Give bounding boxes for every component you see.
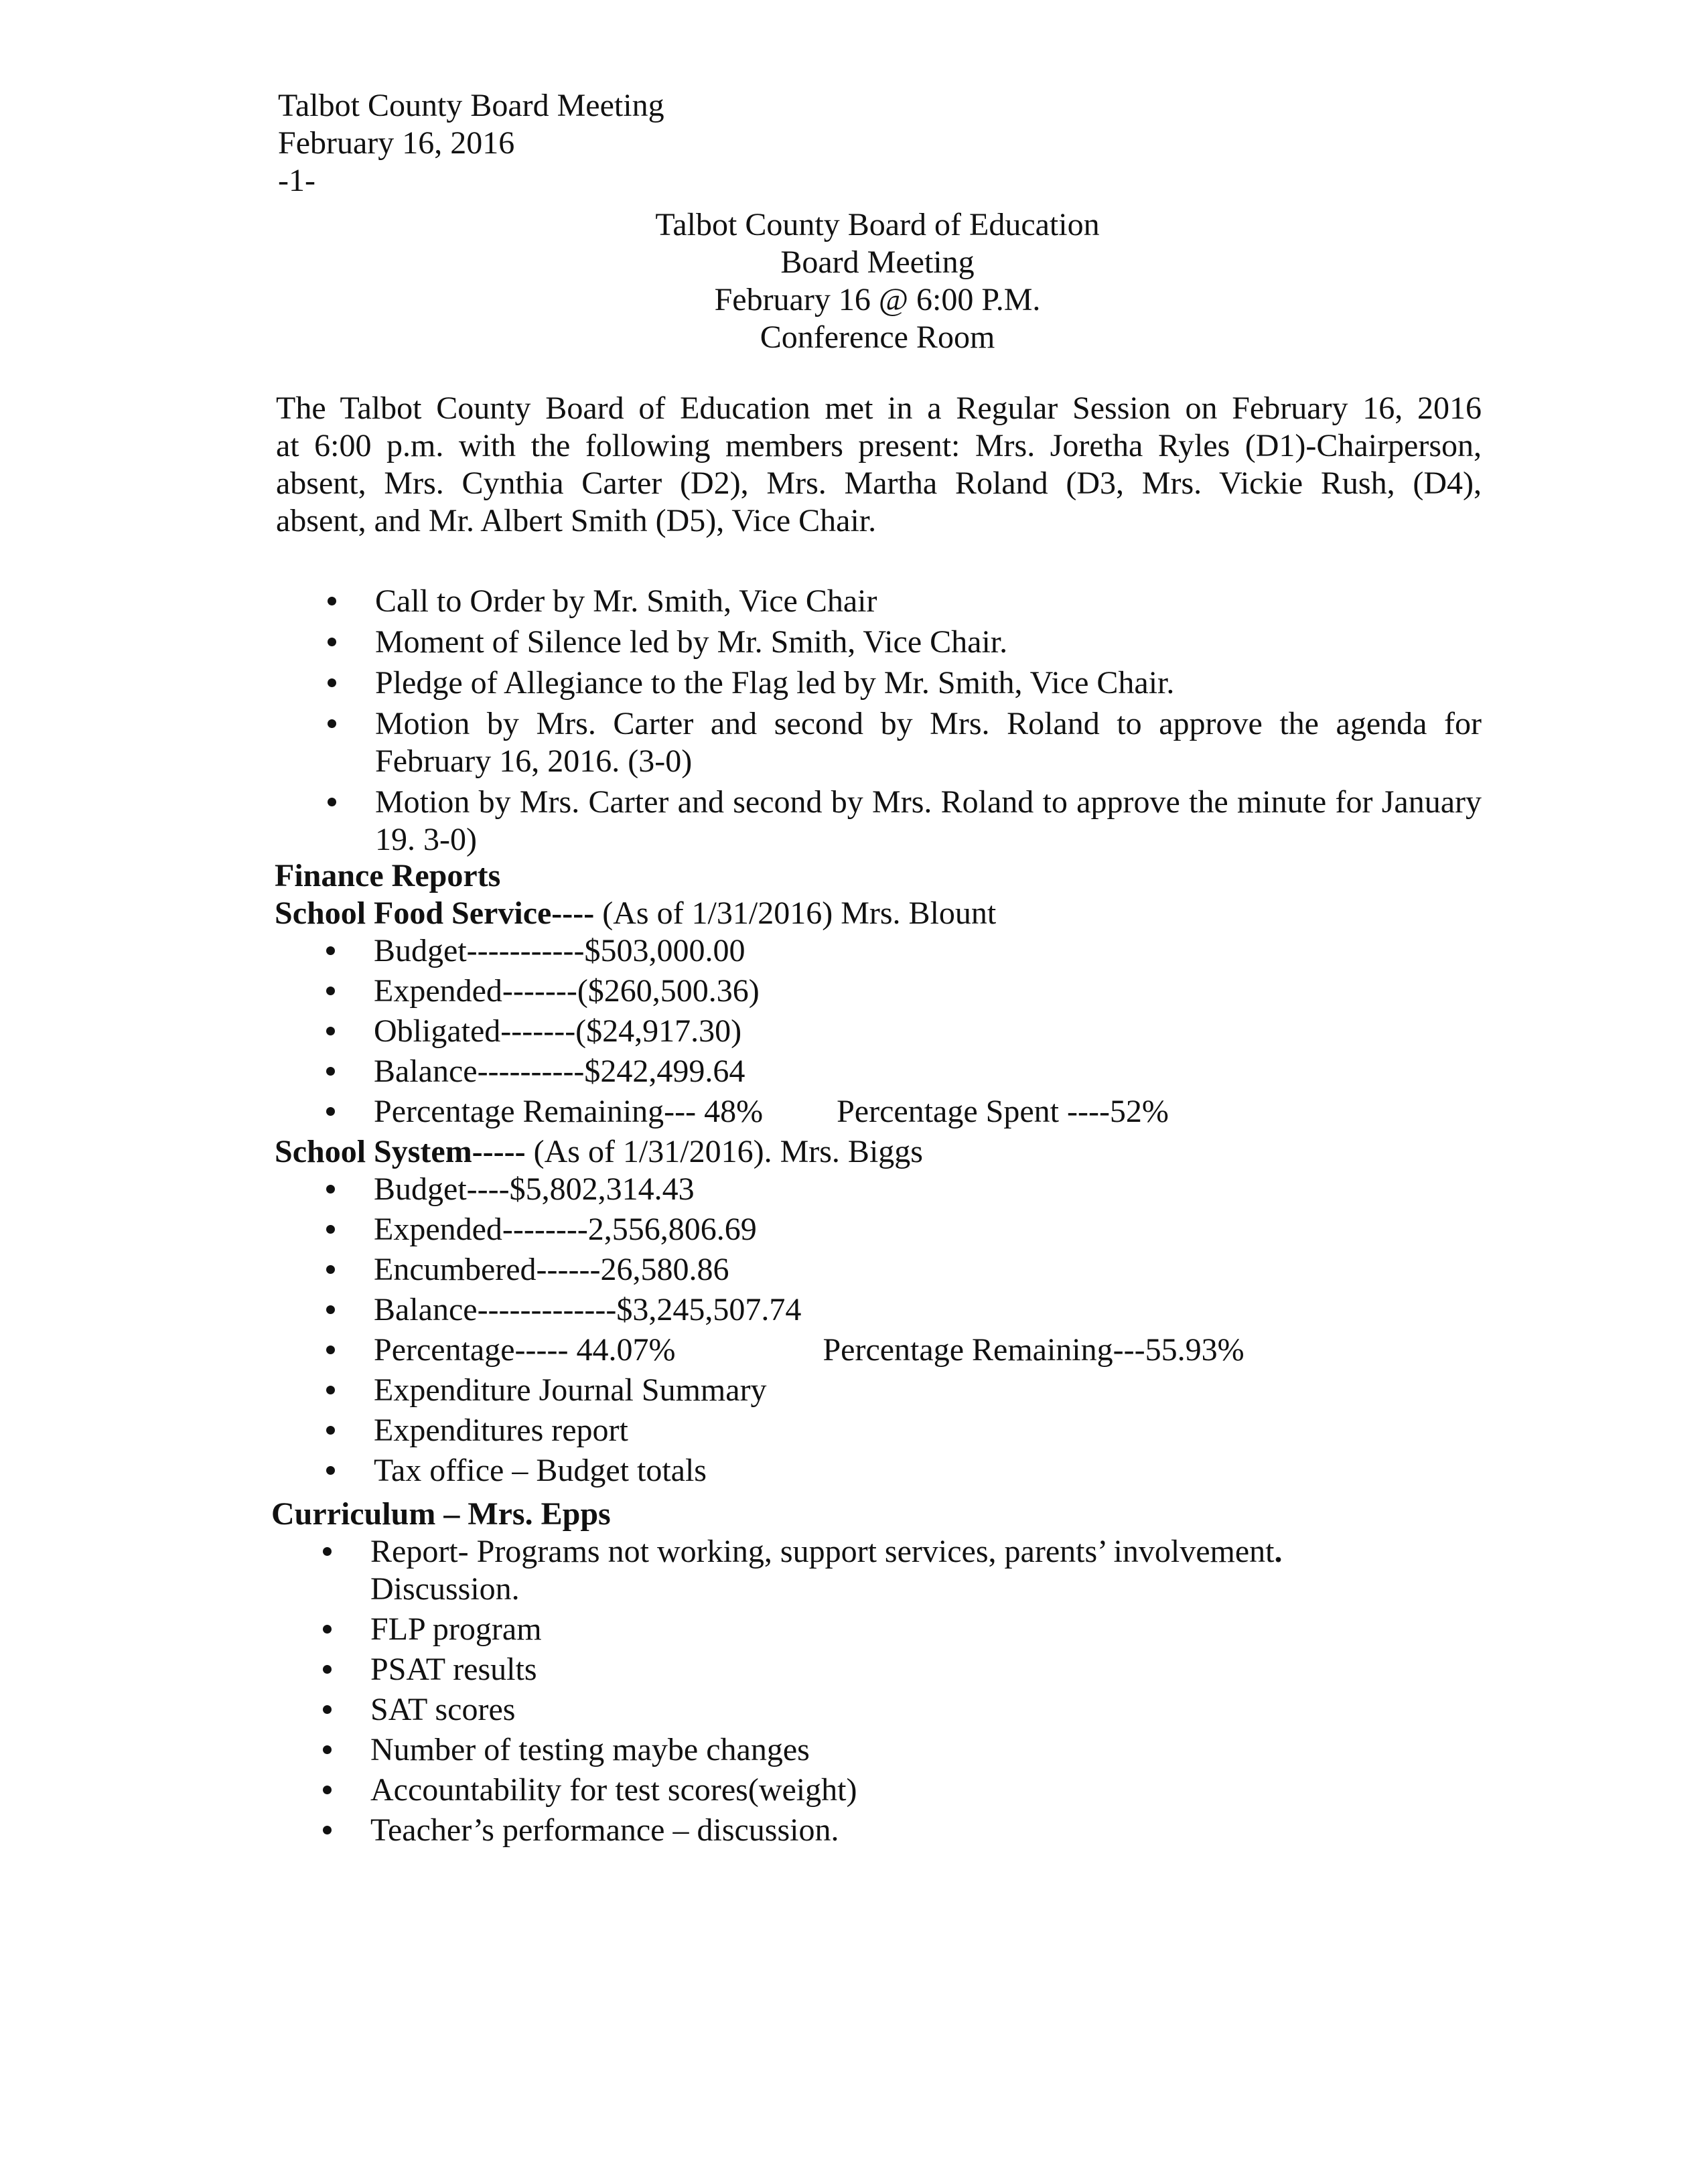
bullet-icon — [323, 1547, 332, 1556]
bullet-icon — [323, 1705, 332, 1714]
bullet-icon — [328, 638, 336, 646]
school-system-list — [275, 1171, 1480, 1490]
bullet-icon — [326, 1305, 335, 1314]
list-item: Expended--------2,556,806.69 — [275, 1211, 1480, 1248]
intro-line: absent, Mrs. Cynthia Carter (D2), Mrs. Martha Roland (D3, Mrs. Vickie Rush, (D4), — [276, 465, 1482, 501]
intro-line: The Talbot County Board of Education met in a Regular Session on February 16, 2016 — [276, 390, 1482, 426]
list-item: Balance----------$242,499.64 — [275, 1053, 1480, 1090]
bullet-icon — [326, 1426, 335, 1435]
food-service-heading — [275, 895, 1480, 932]
list-item — [275, 1093, 1480, 1131]
list-item: Pledge of Allegiance to the Flag led by Mr. Smith, Vice Chair. — [276, 664, 1482, 702]
list-item: FLP program — [271, 1611, 1477, 1648]
bullet-icon — [326, 1185, 335, 1193]
bullet-icon — [323, 1745, 332, 1754]
food-service-subtitle: (As of 1/31/2016) Mrs. Blount — [594, 895, 997, 931]
list-item: Teacher’s performance – discussion. — [271, 1812, 1477, 1849]
list-item: Motion by Mrs. Carter and second by Mrs. Roland to approve the minute for January 19. 3-0) — [276, 784, 1482, 859]
list-item: Number of testing maybe changes — [271, 1731, 1477, 1769]
school-system-subtitle: (As of 1/31/2016). Mrs. Biggs — [525, 1134, 923, 1169]
finance-heading: Finance Reports — [275, 858, 501, 893]
header-title: Talbot County Board Meeting — [278, 88, 664, 123]
bullet-icon — [326, 1386, 335, 1394]
school-system-heading — [275, 1133, 1480, 1171]
running-header — [278, 87, 664, 200]
list-item — [275, 1331, 1480, 1369]
list-item: Budget----$5,802,314.43 — [275, 1171, 1480, 1208]
bullet-icon — [323, 1665, 332, 1674]
list-item: PSAT results — [271, 1651, 1477, 1688]
bullet-icon — [326, 1265, 335, 1274]
food-service-list — [275, 932, 1480, 1131]
percentage-remaining: Percentage Remaining--- 48% — [374, 1094, 764, 1129]
bullet-icon — [323, 1786, 332, 1794]
percentage-spent: Percentage Spent ----52% — [837, 1094, 1169, 1129]
intro-line: at 6:00 p.m. with the following members present: Mrs. Joretha Ryles (D1)-Chairperson, — [276, 428, 1482, 463]
school-system-title: School System----- — [275, 1134, 526, 1169]
bullet-icon — [326, 946, 335, 955]
intro-line: absent, and Mr. Albert Smith (D5), Vice Chair. — [276, 503, 877, 538]
list-item: Expenditures report — [275, 1412, 1480, 1449]
bullet-icon — [323, 1625, 332, 1634]
list-item: Budget-----------$503,000.00 — [275, 932, 1480, 970]
bullet-icon — [326, 1067, 335, 1076]
curriculum-heading: Curriculum – Mrs. Epps — [271, 1496, 611, 1532]
agenda-list — [276, 583, 1482, 859]
finance-section — [275, 857, 1480, 1492]
bullet-icon — [326, 1225, 335, 1234]
bullet-icon — [326, 1346, 335, 1354]
list-item: Motion by Mrs. Carter and second by Mrs. Roland to approve the agenda for February 16, 2016. (3-0) — [276, 705, 1482, 780]
list-item: Expended-------($260,500.36) — [275, 972, 1480, 1010]
list-item: Tax office – Budget totals — [275, 1452, 1480, 1490]
bullet-icon — [328, 719, 336, 728]
list-item: Expenditure Journal Summary — [275, 1372, 1480, 1409]
curriculum-list — [271, 1533, 1477, 1849]
curriculum-section — [271, 1496, 1477, 1852]
food-service-title: School Food Service---- — [275, 895, 595, 931]
bullet-icon — [328, 798, 336, 806]
header-date: February 16, 2016 — [278, 125, 515, 161]
percentage-remaining: Percentage Remaining---55.93% — [823, 1332, 1244, 1368]
title-location: Conference Room — [760, 319, 995, 355]
title-meeting: Board Meeting — [780, 244, 975, 280]
percentage-spent: Percentage----- 44.07% — [374, 1332, 676, 1368]
list-item: Report- Programs not working, support services, parents’ involvement. Discussion. — [271, 1533, 1477, 1608]
intro-paragraph — [276, 390, 1482, 540]
list-item: Obligated-------($24,917.30) — [275, 1013, 1480, 1050]
bullet-icon — [326, 1466, 335, 1475]
document-title — [509, 206, 1246, 356]
list-item: Accountability for test scores(weight) — [271, 1771, 1477, 1809]
list-item: Call to Order by Mr. Smith, Vice Chair — [276, 583, 1482, 620]
list-item: Encumbered------26,580.86 — [275, 1251, 1480, 1289]
page-number: -1- — [278, 163, 315, 198]
bullet-icon — [326, 1107, 335, 1116]
bullet-icon — [326, 1027, 335, 1035]
list-item: Balance-------------$3,245,507.74 — [275, 1291, 1480, 1329]
title-datetime: February 16 @ 6:00 P.M. — [714, 282, 1041, 317]
bullet-icon — [326, 987, 335, 995]
title-organization: Talbot County Board of Education — [655, 207, 1100, 242]
bullet-icon — [328, 597, 336, 605]
list-item: SAT scores — [271, 1691, 1477, 1729]
bullet-icon — [328, 678, 336, 687]
list-item: Moment of Silence led by Mr. Smith, Vice Chair. — [276, 624, 1482, 661]
agenda-section — [276, 583, 1482, 862]
bullet-icon — [323, 1826, 332, 1834]
